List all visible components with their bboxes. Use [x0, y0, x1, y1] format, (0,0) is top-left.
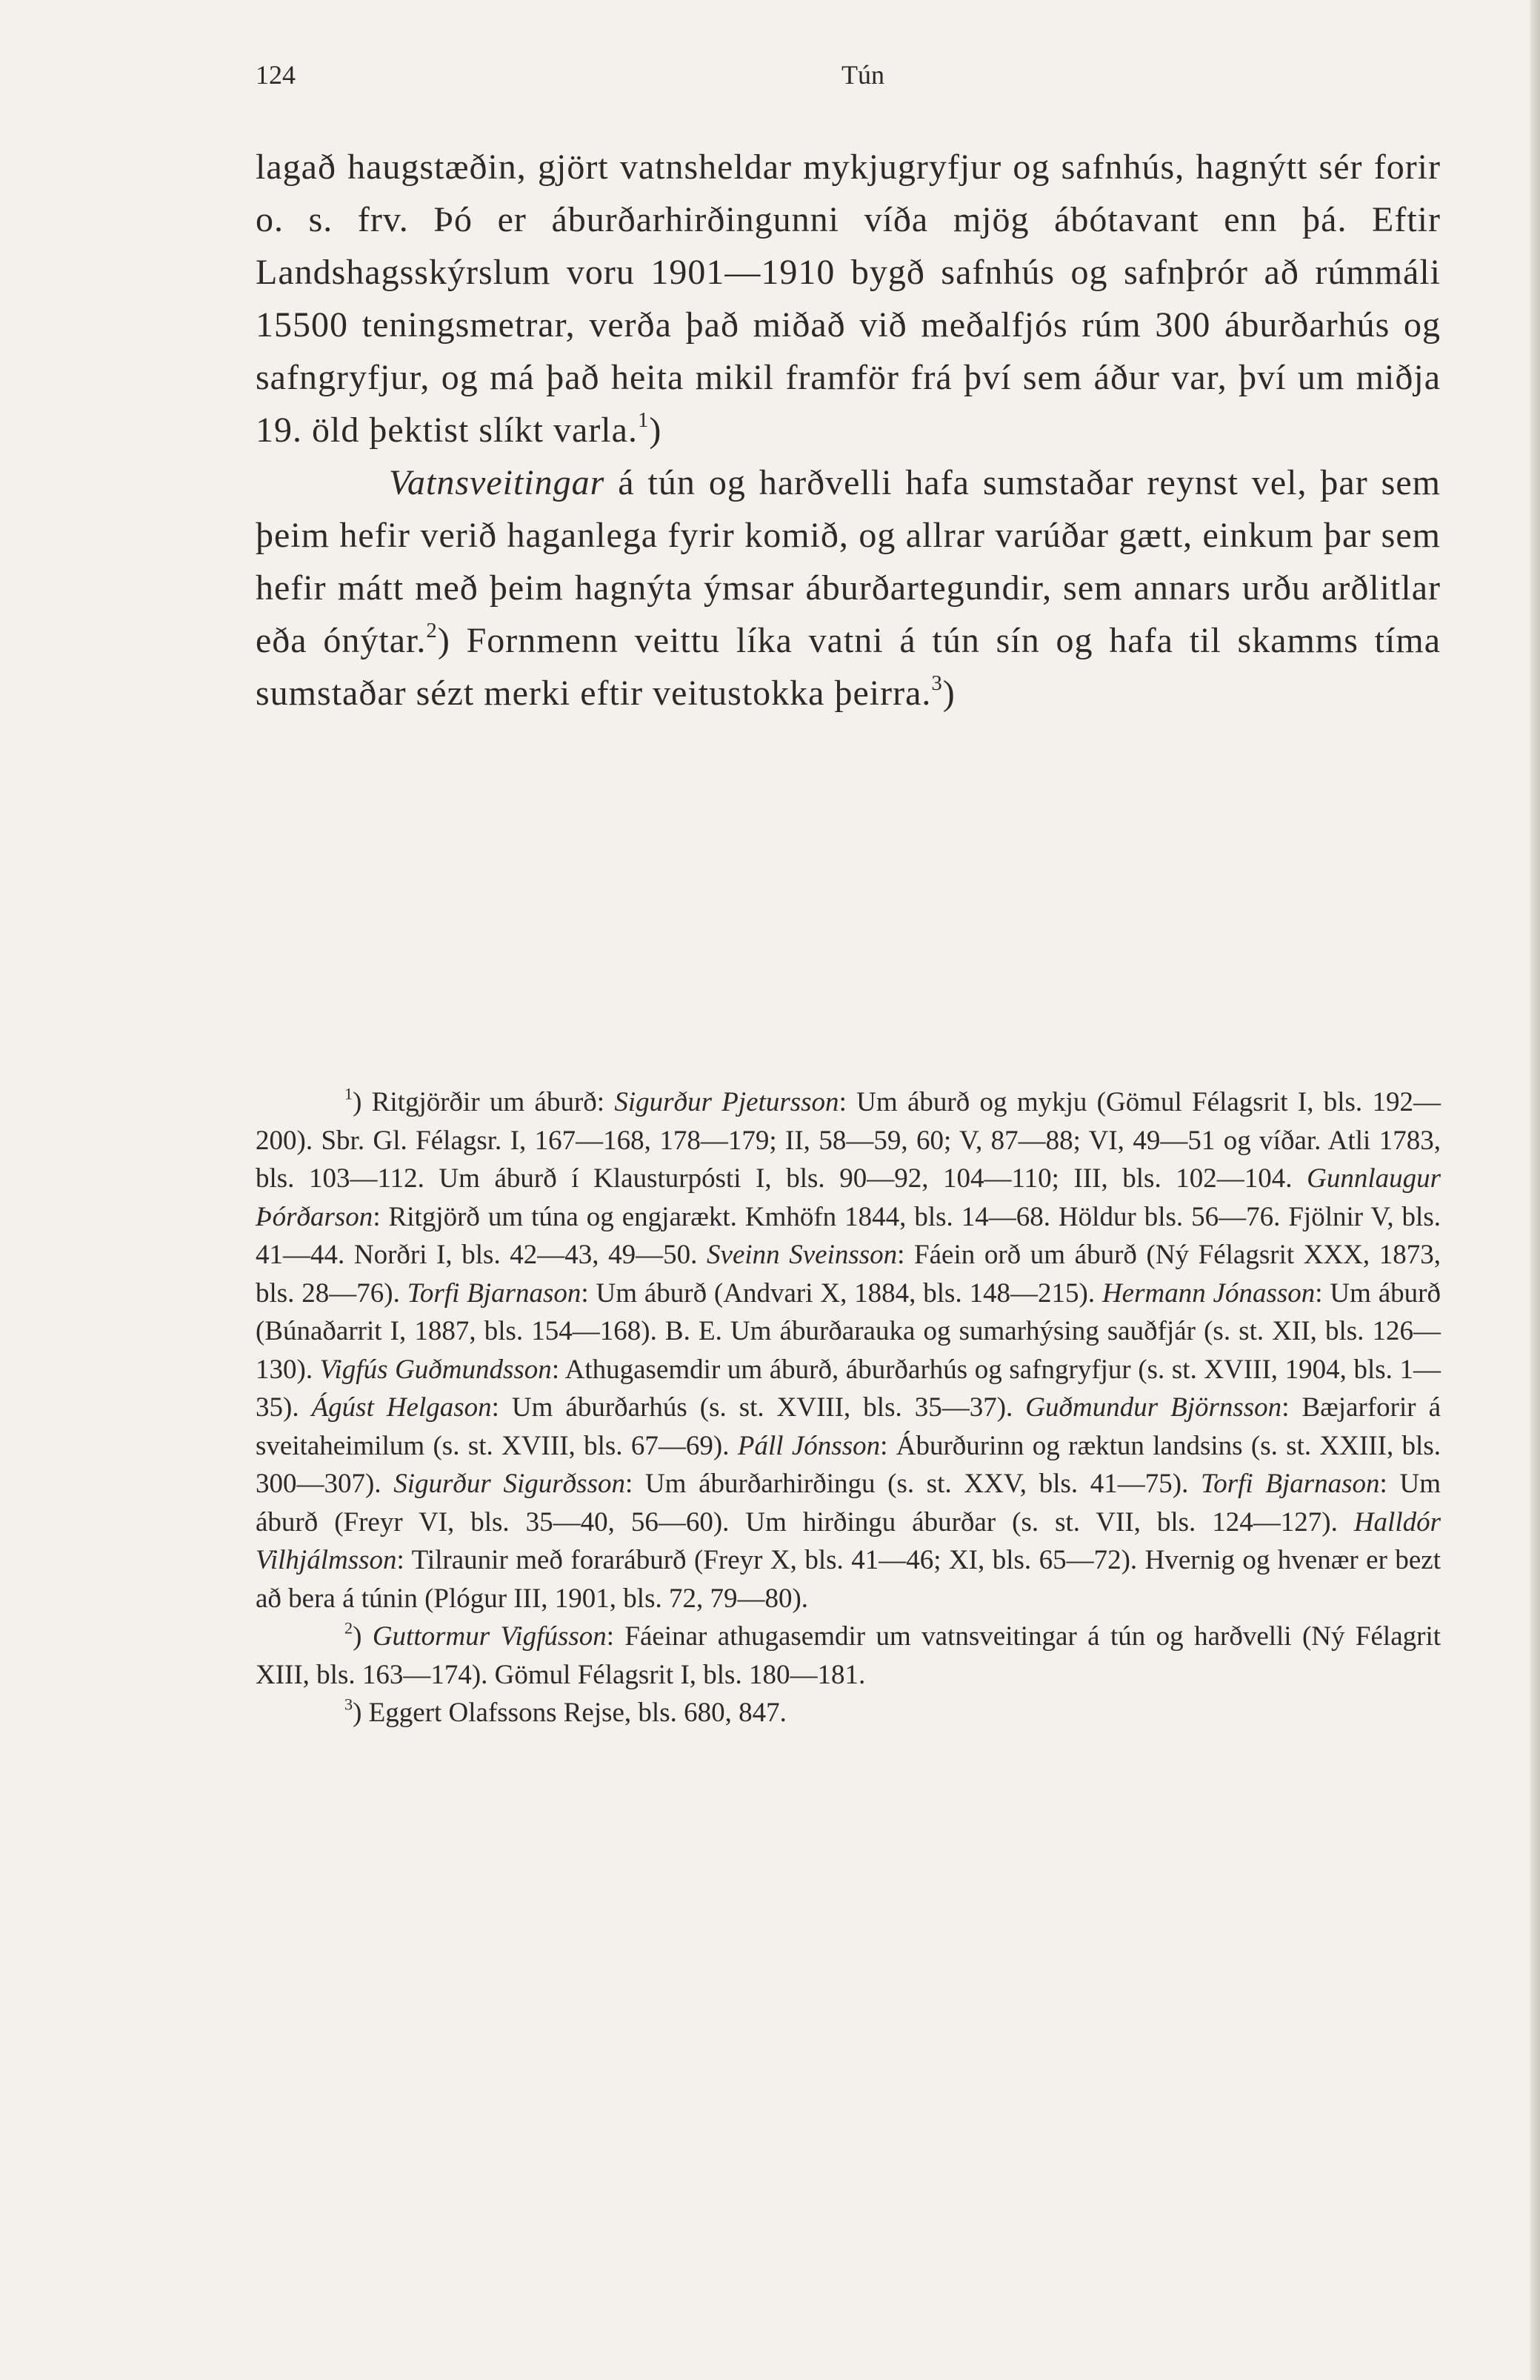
fn1-segment: Hermann Jónasson [1101, 1277, 1316, 1309]
footnote-ref-3-close: ) [942, 674, 956, 713]
fn2-segment: Guttormur Vigfússon [372, 1621, 607, 1652]
fn1-segment: Torfi Bjarnason [407, 1277, 581, 1309]
fn2-segment: ) [353, 1621, 373, 1652]
fn1-segment: Sigurður Sigurðsson [393, 1469, 625, 1499]
fn1-segment: : Ritgjörð um túna og engjarækt. Kmhöfn 1844, bls. 14—68. Höldur bls. 56—76. Fjölnir V, bls. 41—44. Norðri I, bls. 42—43, 49—50. [256, 1201, 1441, 1270]
fn1-segment: : Um áburð (Búnaðarrit I, 1887, bls. 154—168). B. E. Um áburðarauka og sumarhýsing sauðfjár (s. st. XII, bls. 126—130). [256, 1277, 1441, 1385]
fn1-segment: : Fáein orð um áburð (Ný Félagsrit XXX, 1873, bls. 28—76). [256, 1240, 1441, 1309]
main-text [256, 141, 1441, 719]
fn1-segment: : Um áburðarhús (s. st. XVIII, bls. 35—37). [491, 1392, 1026, 1423]
paragraph-2-lead: Vatnsveitingar [389, 463, 605, 502]
fn2-segment: : Fáeinar athugasemdir um vatnsveitingar á tún og harðvelli (Ný Félagrit XIII, bls. 163—174). Gömul Félagsrit I, bls. 180—181. [256, 1621, 1441, 1690]
fn1-segment: Sigurður Pjetursson [614, 1087, 839, 1117]
paragraph-2-text-b: ) Fornmenn veittu líka vatni á tún sín og hafa til skamms tíma sumstaðar sézt merki eftir veitustokka þeirra. [256, 621, 1441, 713]
fn1-segment: : Um áburð (Freyr VI, bls. 35—40, 56—60). Um hirðingu áburðar (s. st. VII, bls. 124—127). [256, 1469, 1441, 1538]
footnote-3 [256, 1694, 1441, 1732]
fn1-segment: Torfi Bjarnason [1201, 1469, 1380, 1499]
fn1-segment: Guðmundur Björnsson [1025, 1392, 1282, 1423]
fn1-segment: : Um áburð og mykju (Gömul Félagsrit I, bls. 192—200). Sbr. Gl. Félagsr. I, 167—168, 178—179; II, 58—59, 60; V, 87—88; VI, 49—51 og víðar. Atli 1783, bls. 103—112. Um áburð í Klausturpósti I, bls. 90—92, 104—110; III, bls. 102—104. [256, 1087, 1441, 1194]
footnote-2-mark: 2 [344, 1618, 353, 1638]
footnote-ref-3: 3 [931, 671, 943, 695]
paragraph-1-text: lagað haugstæðin, gjört vatnsheldar mykjugryfjur og safnhús, hagnýtt sér forir o. s. frv. Þó er áburðarhirðingunni víða mjög ábótavant enn þá. Eftir Landshagsskýrslum voru 1901—1910 bygð safnhús og safnþrór að rúmmáli 15500 teningsmetrar, verða það miðað við meðalfjós rúm 300 áburðarhús og safngryfjur, og má það heita mikil framför frá því sem áður var, því um miðja 19. öld þektist slíkt varla. [256, 147, 1441, 450]
fn1-segment: : Um áburðarhirðingu (s. st. XXV, bls. 41—75). [624, 1469, 1201, 1499]
fn1-segment: Páll Jónsson [737, 1430, 881, 1461]
paragraph-2-text-a: á tún og harðvelli hafa sumstaðar reynst vel, þar sem þeim hefir verið haganlega fyrir komið, og allrar varúðar gætt, einkum þar sem hefir mátt með þeim hagnýta ýmsar áburðartegundir, sem annars urðu arðlitlar eða ónýtar. [256, 463, 1441, 660]
fn1-segment: : Bæjarforir á sveitaheimilum (s. st. XVIII, bls. 67—69). [256, 1392, 1441, 1461]
paragraph-1 [256, 141, 1441, 456]
fn1-segment: : Tilraunir með foraráburð (Freyr X, bls. 41—46; XI, bls. 65—72). Hvernig og hvenær er bezt að bera á túnin (Plógur III, 1901, bls. 72, 79—80). [256, 1545, 1441, 1614]
footnote-ref-1: 1 [637, 408, 650, 432]
fn1-segment: : Áburðurinn og ræktun landsins (s. st. XXIII, bls. 300—307). [256, 1430, 1441, 1499]
footnote-ref-1-close: ) [649, 410, 662, 450]
footnotes [256, 1083, 1441, 1732]
footnote-ref-2: 2 [426, 618, 438, 642]
fn1-segment: ) Ritgjörðir um áburð: [353, 1087, 615, 1117]
fn1-segment: Sveinn Sveinsson [707, 1240, 898, 1270]
page-header [256, 59, 1470, 104]
fn1-segment: : Um áburð (Andvari X, 1884, bls. 148—215). [581, 1277, 1102, 1309]
footnote-3-mark: 3 [344, 1695, 353, 1714]
page-edge-shadow [1530, 0, 1540, 2380]
fn1-segment: Ágúst Helgason [311, 1392, 492, 1423]
footnote-2 [256, 1618, 1441, 1694]
footnote-1-mark: 1 [344, 1084, 353, 1103]
fn1-segment: : Athugasemdir um áburð, áburðarhús og safngryfjur (s. st. XVIII, 1904, bls. 1—35). [256, 1354, 1441, 1423]
fn1-segment: Vigfús Guðmundsson [319, 1354, 552, 1385]
paragraph-2 [256, 456, 1441, 719]
running-title: Tún [841, 60, 884, 90]
footnote-1 [256, 1083, 1441, 1618]
fn3-segment: ) Eggert Olafssons Rejse, bls. 680, 847. [353, 1698, 787, 1728]
fn1-segment: Halldór Vilhjálmsson [256, 1506, 1441, 1575]
page-number: 124 [256, 60, 296, 90]
fn1-segment: Gunnlaugur Þórðarson [256, 1163, 1441, 1232]
